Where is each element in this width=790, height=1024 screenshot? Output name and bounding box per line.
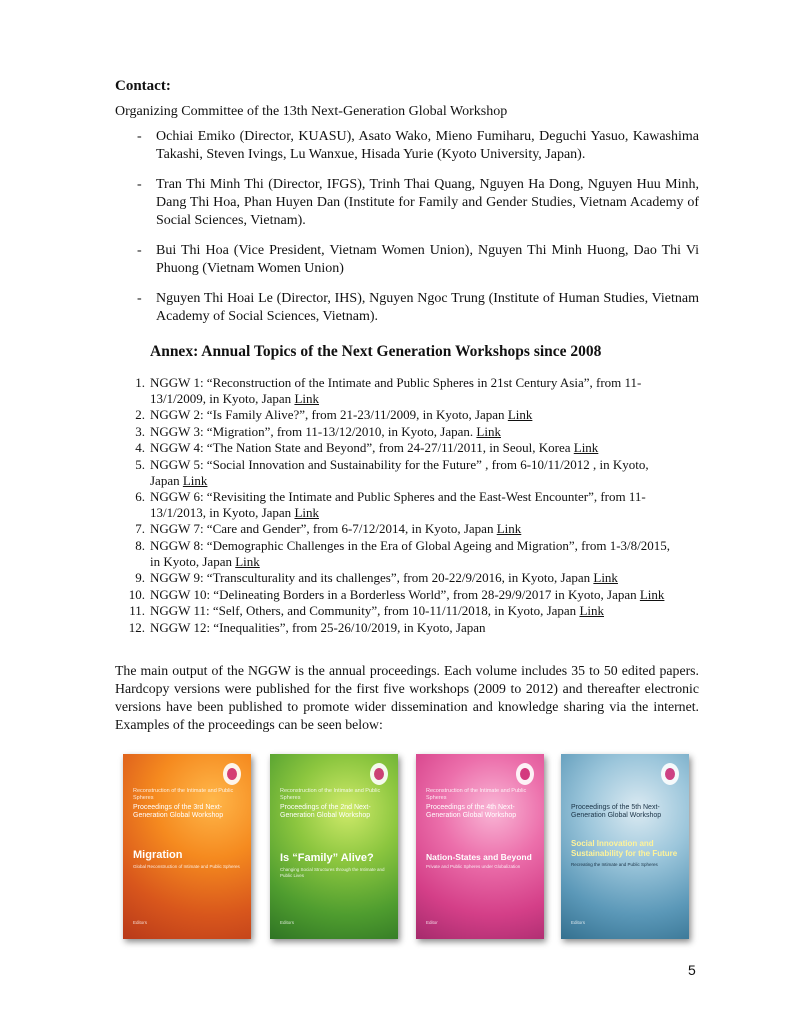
cover-title: Nation-States and Beyond — [426, 852, 532, 862]
member-list — [137, 128, 699, 338]
topic-link[interactable]: Link — [235, 553, 260, 569]
proceedings-covers — [120, 754, 700, 954]
nggw-logo-icon — [661, 763, 679, 785]
list-item: 6. NGGW 6: “Revisiting the Intimate and Public Spheres and the East-West Encounter”, from 11-13/1/2013, in Kyoto, Japan Link — [135, 489, 646, 520]
cover-social-innovation: Proceedings of the 5th Next-Generation Global Workshop Social Innovation and Sustainability for the Future Recreating the Intimate and Public Spheres Editors — [561, 754, 689, 939]
topic-link[interactable]: Link — [294, 504, 319, 520]
list-item: 2. NGGW 2: “Is Family Alive?”, from 21-23/11/2009, in Kyoto, Japan Link — [135, 407, 533, 423]
nggw-logo-icon — [516, 763, 534, 785]
dash-bullet: - — [137, 177, 142, 192]
list-item: 10. NGGW 10: “Delineating Borders in a Borderless World”, from 28-29/9/2017 in Kyoto, Japan Link — [128, 586, 665, 602]
topic-list — [117, 375, 677, 637]
list-item: 12. NGGW 12: “Inequalities”, from 25-26/10/2019, in Kyoto, Japan — [128, 619, 486, 635]
nggw-logo-icon — [370, 763, 388, 785]
list-item: 1. NGGW 1: “Reconstruction of the Intimate and Public Spheres in 21st Century Asia”, from 11-13/1/2009, in Kyoto, Japan Link — [135, 375, 642, 406]
member-group-ifgs: - Tran Thi Minh Thi (Director, IFGS), Trinh Thai Quang, Nguyen Ha Dong, Nguyen Huu Minh, Dang Thi Hoa, Phan Huyen Dan (Institute for Family and Gender Studies, Vietnam Academy of Social Sciences, Vietnam). — [137, 177, 699, 228]
topic-link[interactable]: Link — [496, 521, 522, 537]
dash-bullet: - — [137, 243, 142, 258]
list-item: 5. NGGW 5: “Social Innovation and Sustainability for the Future” , from 6-10/11/2012 , in Kyoto, Japan Link — [135, 456, 649, 488]
list-item: 9. NGGW 9: “Transculturality and its challenges”, from 20-22/9/2016, in Kyoto, Japan Link — [135, 570, 618, 586]
cover-migration: Reconstruction of the Intimate and Public Spheres Proceedings of the 3rd Next-Generation Global Workshop Migration Global Reconstruction of Intimate and Public Spheres Editors — [123, 754, 251, 939]
committee-title: Organizing Committee of the 13th Next-Generation Global Workshop — [115, 104, 508, 119]
dash-bullet: - — [137, 291, 142, 306]
topic-link[interactable]: Link — [573, 440, 599, 456]
page-number: 5 — [688, 962, 696, 978]
list-item: 3. NGGW 3: “Migration”, from 11-13/12/2010, in Kyoto, Japan. Link — [135, 423, 501, 439]
topic-link[interactable]: Link — [579, 603, 604, 619]
topic-link[interactable]: Link — [294, 390, 319, 406]
list-item: 11. NGGW 11: “Self, Others, and Community”, from 10-11/11/2018, in Kyoto, Japan Link — [129, 603, 604, 619]
cover-title: Social Innovation and Sustainability for the Future — [571, 839, 678, 858]
cover-family-alive: Reconstruction of the Intimate and Public Spheres Proceedings of the 2nd Next-Generation Global Workshop Is “Family” Alive? Changing Social Structures through the Intimate and Public Lives Editors — [270, 754, 398, 939]
proceedings-paragraph: The main output of the NGGW is the annual proceedings. Each volume includes 35 to 50 edited papers. Hardcopy versions were published for the first five workshops (2009 to 2012) and thereafter electronic versions have been published to promote wider dissemination and knowledge sharing via the internet. Examples of the proceedings can be seen below: — [115, 663, 699, 732]
topic-link[interactable]: Link — [182, 472, 208, 488]
list-item: 4. NGGW 4: “The Nation State and Beyond”, from 24-27/11/2011, in Seoul, Korea Link — [135, 440, 599, 456]
topic-link[interactable]: Link — [476, 423, 501, 439]
nggw-logo-icon — [223, 763, 241, 785]
member-group-ihs: - Nguyen Thi Hoai Le (Director, IHS), Nguyen Ngoc Trung (Institute of Human Studies, Vietnam Academy of Social Sciences, Vietnam). — [137, 291, 699, 324]
cover-title: Migration — [133, 849, 183, 861]
list-item: 7. NGGW 7: “Care and Gender”, from 6-7/12/2014, in Kyoto, Japan Link — [135, 521, 522, 537]
member-group-women-union: - Bui Thi Hoa (Vice President, Vietnam Women Union), Nguyen Thi Minh Huong, Dao Thi Vi Phuong (Vietnam Women Union) — [137, 243, 699, 276]
dash-bullet: - — [137, 129, 142, 144]
topic-link[interactable]: Link — [593, 570, 618, 586]
cover-nation-states: Reconstruction of the Intimate and Public Spheres Proceedings of the 4th Next-Generation Global Workshop Nation-States and Beyond Private and Public Spheres under Globalization Editor — [416, 754, 544, 939]
member-group-kyoto: - Ochiai Emiko (Director, KUASU), Asato Wako, Mieno Fumiharu, Deguchi Yasuo, Kawashima Takashi, Steven Ivings, Lu Wanxue, Hisada Yurie (Kyoto University, Japan). — [137, 129, 699, 162]
cover-title: Is “Family” Alive? — [280, 852, 374, 864]
annex-heading: Annex: Annual Topics of the Next Generation Workshops since 2008 — [150, 343, 602, 360]
contact-heading: Contact: — [115, 78, 171, 94]
topic-link[interactable]: Link — [639, 586, 665, 602]
list-item: 8. NGGW 8: “Demographic Challenges in the Era of Global Ageing and Migration”, from 1-3/8/2015, in Kyoto, Japan Link — [135, 537, 670, 569]
topic-link[interactable]: Link — [507, 407, 533, 423]
